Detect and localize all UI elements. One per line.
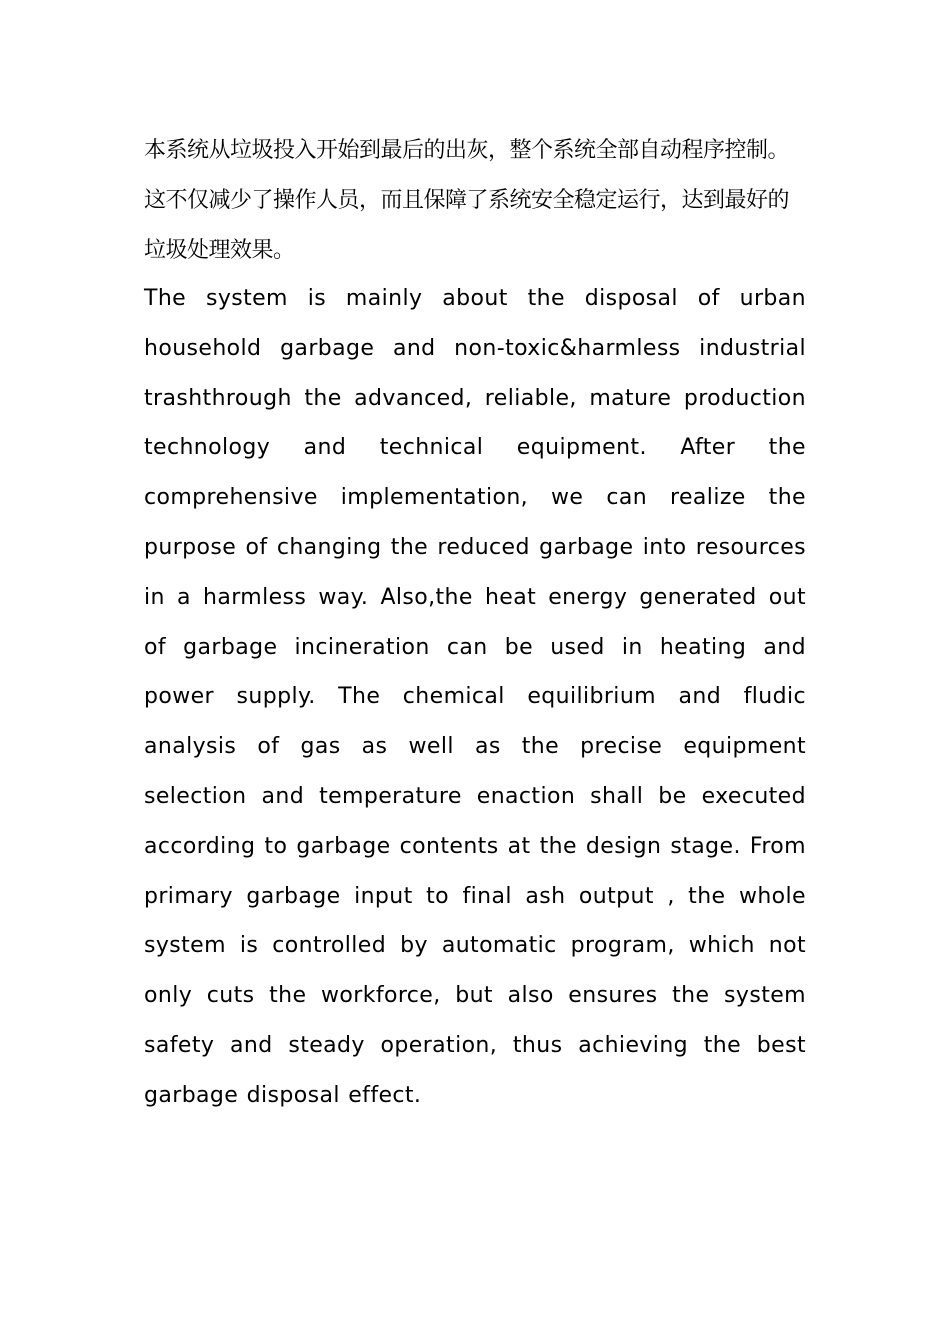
paragraph-chinese: 本系统从垃圾投入开始到最后的出灰，整个系统全部自动程序控制。这不仅减少了操作人员，而且保障了系统安全稳定运行，达到最好的垃圾处理效果。 [144,138,790,263]
paragraph-english: The system is mainly about the disposal of urban household garbage and non-toxic&harmless industrial trashthrough the advanced, reliable, mature production technology and technical equipment. After the comprehensive implementation, we can realize the purpose of changing the reduced garbage into resources in a harmless way. Also,the heat energy generated out of garbage incineration can be used in heating and power supply. The chemical equilibrium and fludic analysis of gas as well as the precise equipment selection and temperature enaction shall be executed according to garbage contents at the design stage. From primary garbage input to final ash output , the whole system is controlled by automatic program, which not only cuts the workforce, but also ensures the system safety and steady operation, thus achieving the best garbage disposal effect. [144,286,806,1108]
